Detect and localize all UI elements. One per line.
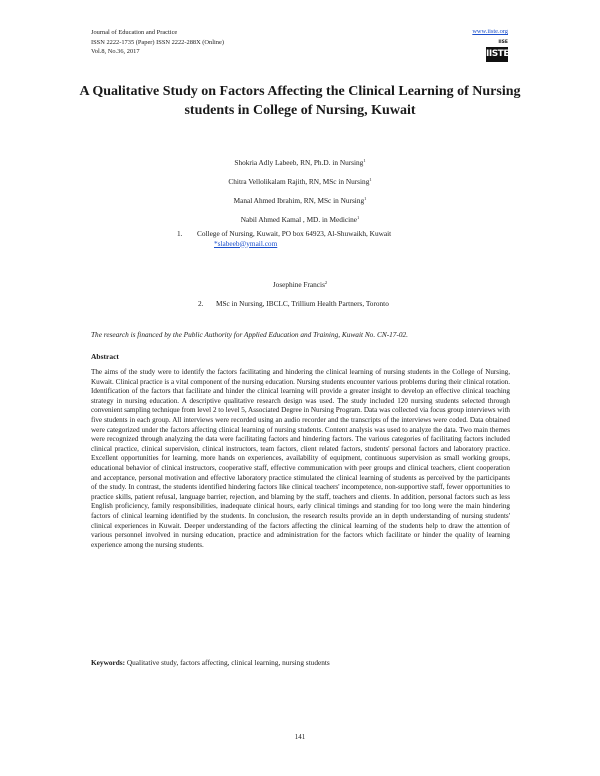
affiliation-2-number: 2. bbox=[198, 299, 204, 308]
keywords bbox=[91, 658, 510, 667]
journal-volume: Vol.8, No.36, 2017 bbox=[91, 48, 140, 56]
author-email-link[interactable]: *slabeeb@ymail.com bbox=[214, 238, 278, 248]
logo-top-text: IISE bbox=[498, 40, 508, 45]
page-number: 141 bbox=[294, 733, 306, 741]
keywords-text: Qualitative study, factors affecting, clinical learning, nursing students bbox=[125, 658, 330, 667]
author-1: Shokria Adly Labeeb, RN, Ph.D. in Nursing$^1$ bbox=[234, 158, 366, 167]
journal-header bbox=[91, 28, 224, 57]
affiliation-1 bbox=[177, 229, 391, 248]
affiliation-2-text: MSc in Nursing, IBCLC, Trillium Health Partners, Toronto bbox=[216, 299, 389, 308]
author-5: Josephine Francis$^2$ bbox=[272, 280, 328, 289]
affiliation-2 bbox=[198, 299, 389, 308]
journal-issn: ISSN 2222-1735 (Paper) ISSN 2222-288X (Online) bbox=[91, 38, 224, 46]
iiste-logo bbox=[486, 40, 508, 64]
logo-box-text: IISTE bbox=[486, 47, 508, 62]
funding-note: The research is financed by the Public Authority for Applied Education and Training, Kuwait No. CN-17-02. bbox=[91, 330, 408, 339]
affiliation-1-number: 1. bbox=[177, 229, 183, 238]
author-4: Nabil Ahmed Kamal , MD. in Medicine$^1$ bbox=[240, 215, 360, 224]
abstract-heading: Abstract bbox=[91, 352, 119, 361]
affiliation-1-text: College of Nursing, Kuwait, PO box 64923, Al-Shuwaikh, Kuwait bbox=[197, 229, 392, 238]
author-list bbox=[0, 151, 600, 227]
author-3: Manal Ahmed Ibrahim, RN, MSc in Nursing$^1$ bbox=[233, 196, 367, 205]
journal-name: Journal of Education and Practice bbox=[91, 29, 178, 36]
abstract-body: The aims of the study were to identify the factors facilitating and hindering the clinical learning of nursing students in the College of Nursing, Kuwait. Clinical practice is a vital component of the nursing education. Nursing students encounter various problems during their clinical rotation. Identification of the factors that facilitate and hinder the clinical learning will provide a greater insight to develop an effective clinical teaching strategy in nursing education. A descriptive qualitative research design was used. The study included 120 nursing students selected through convenient sampling technique from level 2 to level 5, Associated Degree in Nursing Program. Data was collected via focus group interviews with five students in each group. All interviews were recorded using an audio recorder and the transcripts of the interviews were coded. Data obtained were categorized under the factors affecting clinical learning of nursing students. Content analysis was used to analyze the data. Two main themes were recognized through analyzing the data were facilitating factors and hindering factors. The various categories of facilitating factors included clinical practice, clinical supervision, clinical instructors, team factors, client related factors, students' personal factors and laboratory practice. Excellent opportunities for learning, more hands on experiences, availability of equipment, continuous supervision as small working groups, educational behavior of clinical instructors, cooperative staff, effective communication with peer groups and clinical teachers, client cooperation and acceptance, personal motivation and effective laboratory practice stimulated the clinical learning of students as perceived by the participants of the study. In contrast, the students identified hindering factors like clinical teachers' incompetence, non-supportive staff, fewer opportunities to practice skills, patient refusal, language barrier, rejection, and blaming by the staff, teachers and clients. In addition, personal factors such as less English proficiency, family responsibilities, inadequate clinical hours, early clinical timings and standing for too long were the main hindering factors of clinical learning identified by the students. In conclusion, the research results provide an in depth understanding of nursing students' clinical experiences in Kuwait. Deeper understanding of the factors affecting the clinical learning of the students help to draw the attention of various personnel involved in nursing education, practice and administration for the factors which facilitate or hinder the quality of learning experience among the nursing students. bbox=[91, 368, 510, 549]
author-2: Chitra Vellolikalam Rajith, RN, MSc in Nursing$^1$ bbox=[228, 177, 372, 186]
paper-title: A Qualitative Study on Factors Affecting the Clinical Learning of Nursing students in College of Nursing, Kuwait bbox=[79, 84, 521, 118]
keywords-label: Keywords: bbox=[91, 658, 126, 667]
journal-url-link[interactable]: www.iiste.org bbox=[472, 28, 508, 35]
